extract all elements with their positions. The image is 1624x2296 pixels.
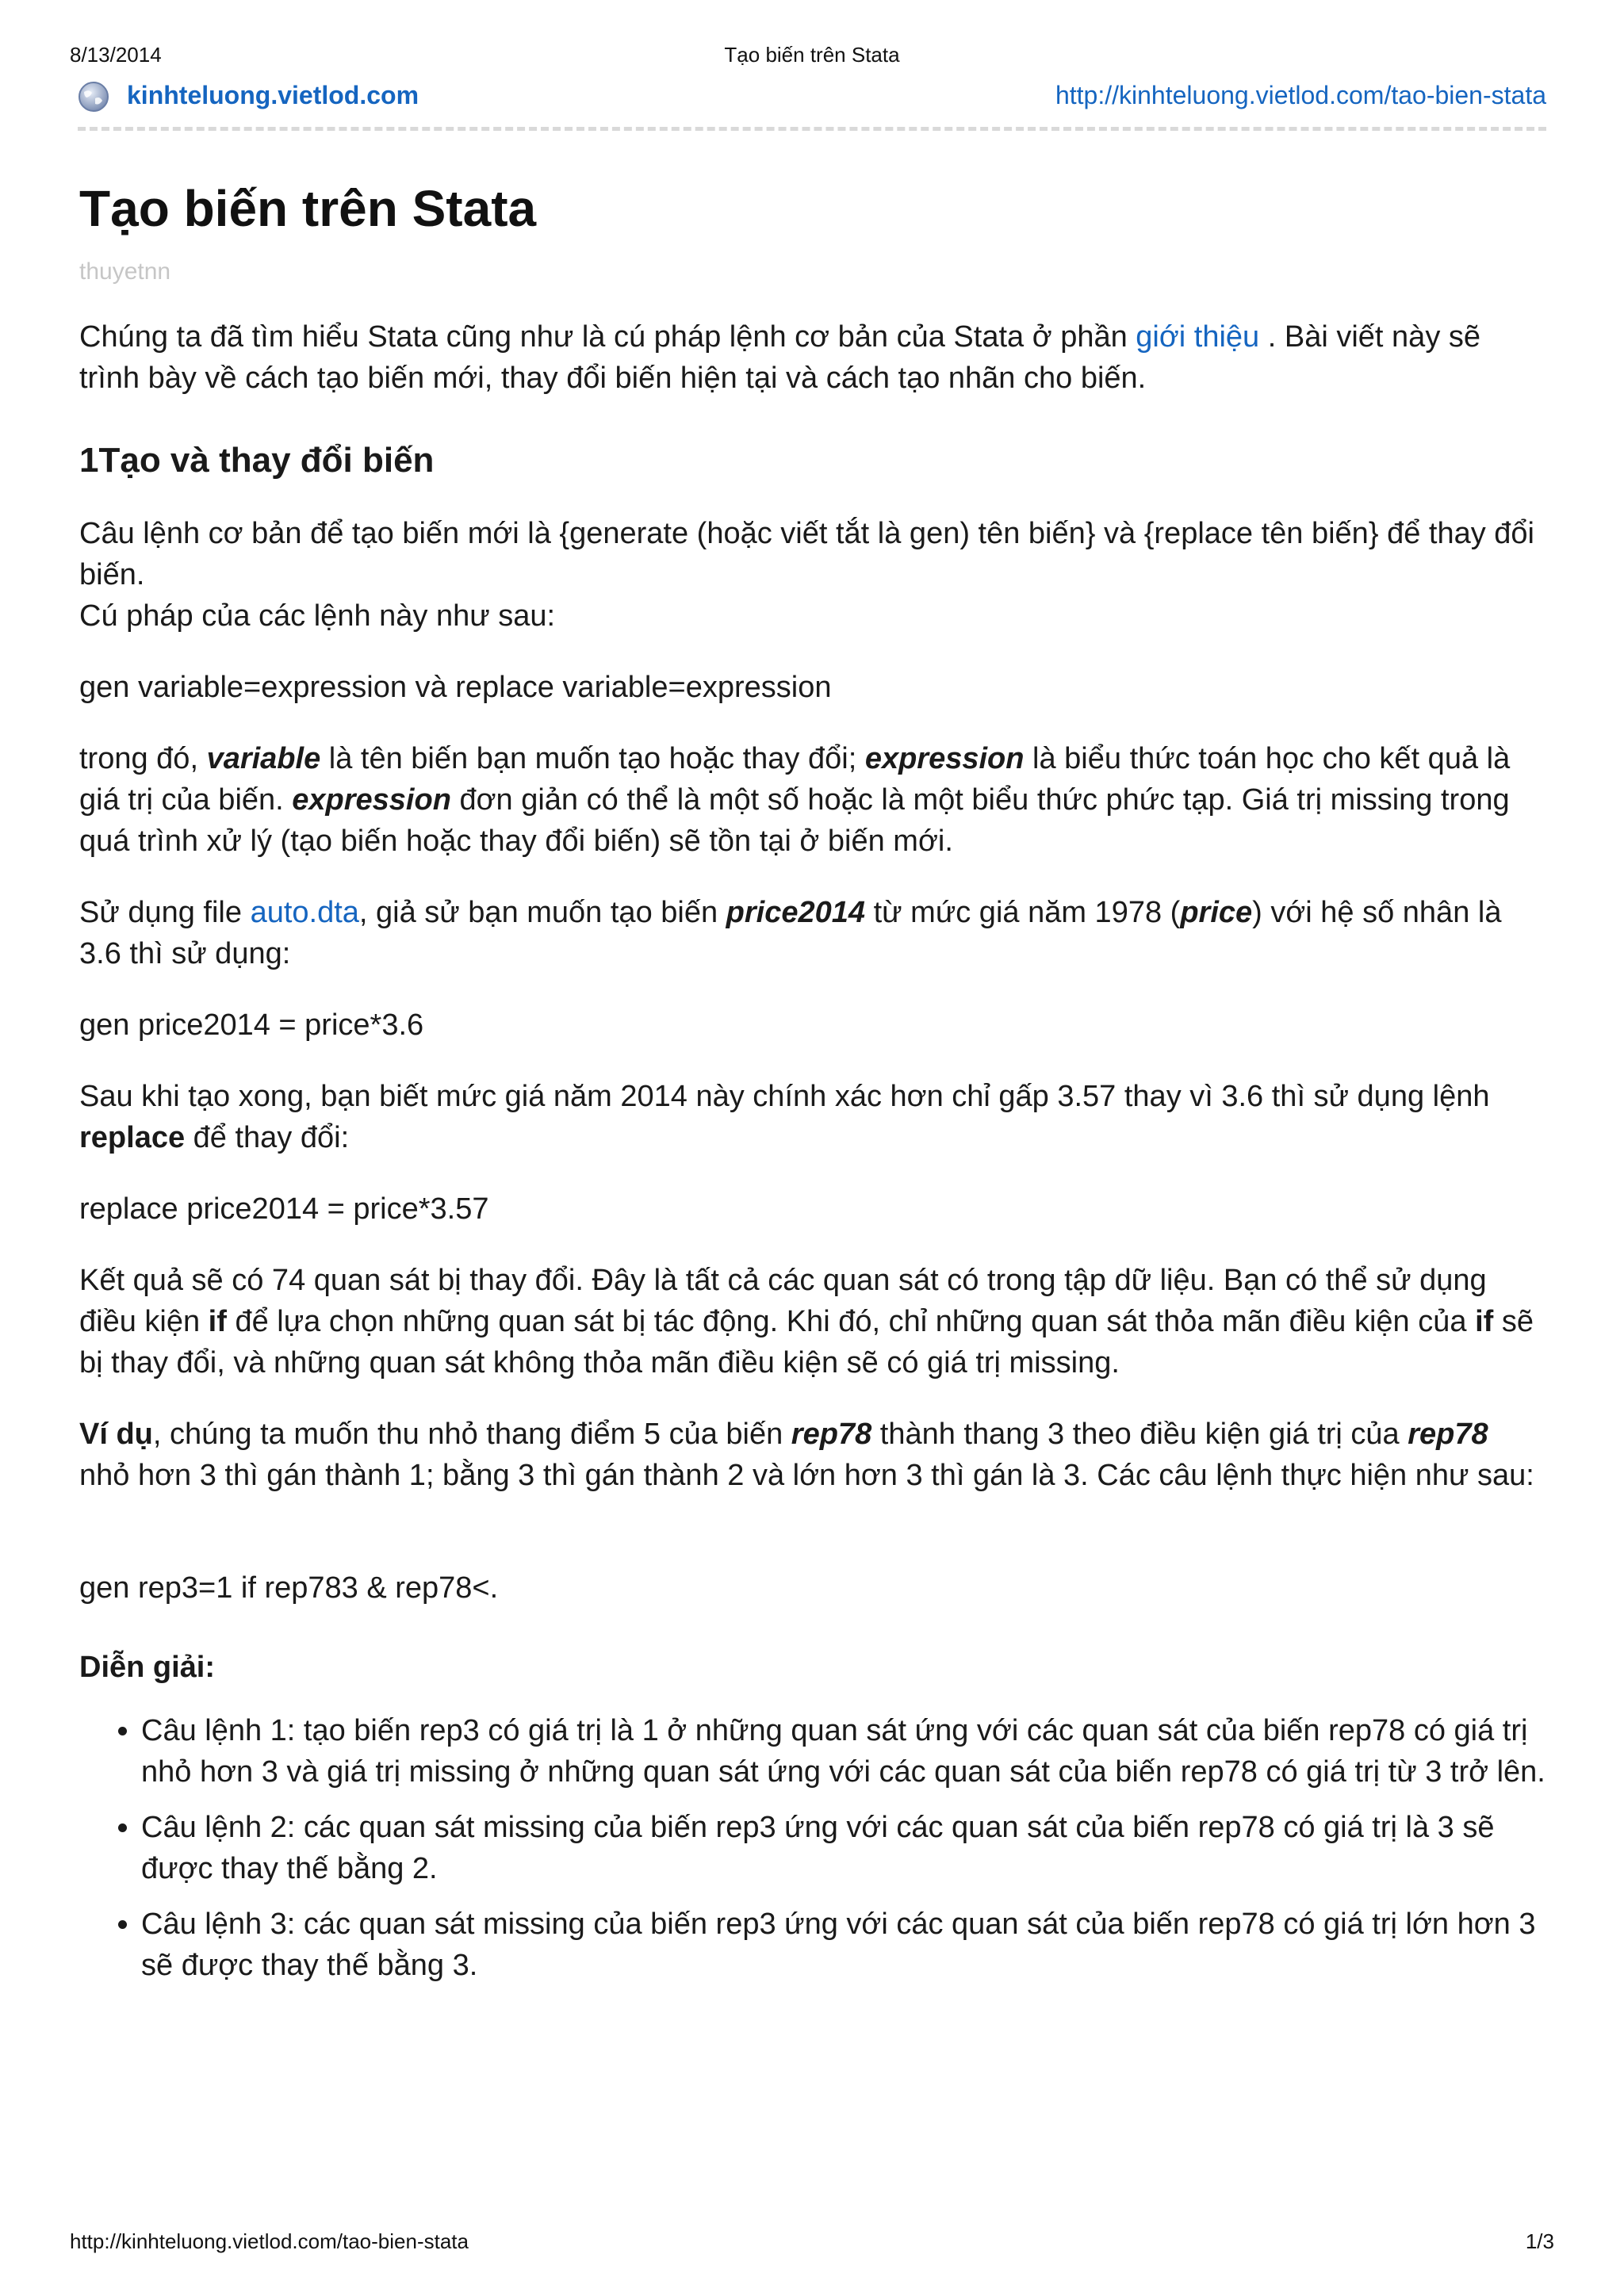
text: là biểu thức toán học cho kết quả là giá trị của biến. xyxy=(79,742,1511,817)
term-price2014: price2014 xyxy=(726,896,866,929)
term-if: if xyxy=(1475,1305,1494,1338)
site-home-link[interactable]: kinhteluong.vietlod.com xyxy=(127,81,419,109)
term-replace: replace xyxy=(79,1121,186,1154)
site-bar xyxy=(78,79,1546,119)
term-if: if xyxy=(208,1305,227,1338)
paragraph-definitions xyxy=(79,738,1546,862)
text: , chúng ta muốn thu nhỏ thang điểm 5 của biến xyxy=(152,1418,791,1451)
commands-text: Câu lệnh cơ bản để tạo biến mới là {generate (hoặc viết tắt là gen) tên biến} và {replace tên biến} để thay đổi biến. xyxy=(79,517,1534,591)
term-rep78: rep78 xyxy=(791,1418,872,1451)
paragraph-if-condition xyxy=(79,1260,1546,1383)
text: thành thang 3 theo điều kiện giá trị của xyxy=(871,1418,1408,1451)
text: ) với hệ số nhân là 3.6 thì sử dụng: xyxy=(79,896,1502,970)
code-gen-price: gen price2014 = price*3.6 xyxy=(79,1008,424,1042)
intro-text: Chúng ta đã tìm hiểu Stata cũng như là cú pháp lệnh cơ bản của Stata ở phần xyxy=(79,320,1136,354)
text: từ mức giá năm 1978 ( xyxy=(865,896,1181,929)
example-label: Ví dụ xyxy=(79,1418,153,1451)
article xyxy=(79,178,1546,2000)
auto-dta-link[interactable]: auto.dta xyxy=(250,896,359,929)
syntax-line: gen variable=expression và replace variable=expression xyxy=(79,671,832,704)
text: nhỏ hơn 3 thì gán thành 1; bằng 3 thì gán thành 2 và lớn hơn 3 thì gán là 3. Các câu lệnh thực hiện như sau: xyxy=(79,1459,1534,1492)
footer-url: http://kinhteluong.vietlod.com/tao-bien-stata xyxy=(70,2229,469,2253)
term-price: price xyxy=(1180,896,1253,929)
paragraph-example-file xyxy=(79,892,1546,974)
explain-list xyxy=(79,1710,1546,1986)
text: , giả sử bạn muốn tạo biến xyxy=(358,896,726,929)
author-name: thuyetnn xyxy=(79,258,171,285)
term-expression: expression xyxy=(864,742,1025,775)
list-item: • Câu lệnh 1: tạo biến rep3 có giá trị là 1 ở những quan sát ứng với các quan sát của biến rep78 có giá trị nhỏ hơn 3 và giá trị missing ở những quan sát ứng với các quan sát của biến rep78 có giá trị từ 3 trở lên. xyxy=(141,1710,1546,1793)
text: trong đó, xyxy=(79,742,207,775)
header-divider xyxy=(78,127,1546,131)
text: là tên biến bạn muốn tạo hoặc thay đổi; xyxy=(320,742,865,775)
explain-heading: Diễn giải: xyxy=(79,1651,216,1684)
text: Kết quả sẽ có 74 quan sát bị thay đổi. Đây là tất cả các quan sát có trong tập dữ liệu. Bạn có thể sử dụng điều kiện xyxy=(79,1264,1487,1338)
globe-icon xyxy=(78,81,109,113)
section-heading: 1Tạo và thay đổi biến xyxy=(79,441,435,480)
term-expression: expression xyxy=(292,783,451,817)
intro-text-end: . Bài viết này sẽ trình bày về cách tạo biến mới, thay đổi biến hiện tại và cách tạo nhãn cho biến. xyxy=(79,320,1481,395)
paragraph-replace xyxy=(79,1076,1546,1158)
list-item: • Câu lệnh 2: các quan sát missing của biến rep3 ứng với các quan sát của biến rep78 có giá trị là 3 sẽ được thay thế bằng 2. xyxy=(141,1807,1546,1889)
article-title: Tạo biến trên Stata xyxy=(79,180,537,237)
text: Sau khi tạo xong, bạn biết mức giá năm 2014 này chính xác hơn chỉ gấp 3.57 thay vì 3.6 thì sử dụng lệnh xyxy=(79,1080,1490,1113)
intro-link[interactable]: giới thiệu xyxy=(1136,320,1260,354)
text: để lựa chọn những quan sát bị tác động. Khi đó, chỉ những quan sát thỏa mãn điều kiện của xyxy=(226,1305,1476,1338)
paragraph-example xyxy=(79,1414,1546,1496)
code-gen-rep3: gen rep3=1 if rep783 & rep78<. xyxy=(79,1571,499,1605)
paragraph-commands xyxy=(79,513,1546,637)
text: Sử dụng file xyxy=(79,896,251,929)
text: sẽ bị thay đổi, và những quan sát không thỏa mãn điều kiện sẽ có giá trị missing. xyxy=(79,1305,1534,1380)
term-variable: variable xyxy=(206,742,321,775)
intro-paragraph xyxy=(79,316,1546,399)
list-item: • Câu lệnh 3: các quan sát missing của biến rep3 ứng với các quan sát của biến rep78 có giá trị lớn hơn 3 sẽ được thay thế bằng 3. xyxy=(141,1904,1546,1986)
term-rep78: rep78 xyxy=(1408,1418,1488,1451)
text: để thay đổi: xyxy=(185,1121,350,1154)
print-date: 8/13/2014 xyxy=(70,43,162,67)
code-replace-price: replace price2014 = price*3.57 xyxy=(79,1192,489,1226)
print-header xyxy=(70,43,1554,71)
page-url-link[interactable]: http://kinhteluong.vietlod.com/tao-bien-stata xyxy=(1055,81,1546,109)
page-number: 1/3 xyxy=(1525,2229,1554,2253)
text: đơn giản có thể là một số hoặc là một biểu thức phức tạp. Giá trị missing trong quá trình xử lý (tạo biến hoặc thay đổi biến) sẽ tồn tại ở biến mới. xyxy=(79,783,1510,858)
syntax-lead: Cú pháp của các lệnh này như sau: xyxy=(79,599,556,633)
print-page-title: Tạo biến trên Stata xyxy=(724,43,900,67)
